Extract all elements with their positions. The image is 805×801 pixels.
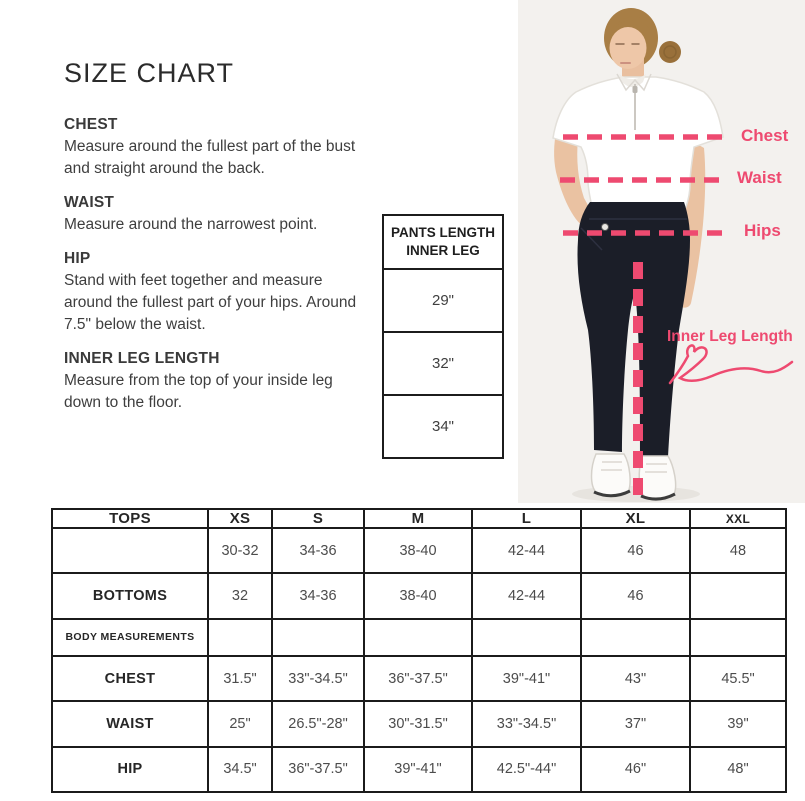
size-table-row bbox=[52, 528, 786, 573]
size-table-header-row bbox=[52, 509, 786, 528]
size-value-cell bbox=[472, 619, 581, 657]
instruction-block bbox=[64, 116, 359, 180]
size-value-cell: 34-36 bbox=[272, 573, 364, 618]
instruction-heading: CHEST bbox=[64, 116, 118, 133]
size-value-cell: 30-32 bbox=[208, 528, 272, 573]
size-value-cell: 34.5" bbox=[208, 747, 272, 792]
size-value-cell: 42-44 bbox=[472, 528, 581, 573]
size-table-row bbox=[52, 573, 786, 618]
size-row-label: BOTTOMS bbox=[52, 573, 208, 618]
size-value-cell: 37" bbox=[581, 701, 690, 746]
size-column-header: XS bbox=[208, 509, 272, 528]
instruction-block bbox=[64, 194, 359, 236]
instruction-body: Stand with feet together and measure around the fullest part of your hips. Around 7.5" below the waist. bbox=[64, 272, 357, 333]
size-value-cell: 39"-41" bbox=[472, 656, 581, 701]
shoe-right bbox=[639, 456, 675, 500]
size-value-cell: 31.5" bbox=[208, 656, 272, 701]
hips-label: Hips bbox=[744, 221, 781, 240]
size-value-cell: 36"-37.5" bbox=[272, 747, 364, 792]
size-value-cell: 33"-34.5" bbox=[472, 701, 581, 746]
instruction-body: Measure around the narrowest point. bbox=[64, 216, 318, 233]
pants-length-cell: 34" bbox=[431, 418, 454, 435]
size-value-cell: 38-40 bbox=[364, 573, 472, 618]
size-table-row bbox=[52, 701, 786, 746]
pants-length-cell: 32" bbox=[384, 333, 502, 396]
size-value-cell: 33"-34.5" bbox=[272, 656, 364, 701]
size-value-cell bbox=[208, 619, 272, 657]
pants-table-header bbox=[384, 216, 502, 270]
instruction-body: Measure from the top of your inside leg down to the floor. bbox=[64, 372, 333, 411]
size-table-row bbox=[52, 747, 786, 792]
size-value-cell: 42.5"-44" bbox=[472, 747, 581, 792]
pants-length-cell: 29" bbox=[384, 270, 502, 333]
size-value-cell: 45.5" bbox=[690, 656, 786, 701]
size-table-row bbox=[52, 656, 786, 701]
size-value-cell: 39"-41" bbox=[364, 747, 472, 792]
page-title: SIZE CHART bbox=[64, 58, 235, 88]
size-column-header: TOPS bbox=[52, 509, 208, 528]
size-value-cell: 38-40 bbox=[364, 528, 472, 573]
size-row-label: WAIST bbox=[52, 701, 208, 746]
size-value-cell: 43" bbox=[581, 656, 690, 701]
size-column-header: M bbox=[364, 509, 472, 528]
size-column-header: XXL bbox=[690, 509, 786, 528]
size-table bbox=[51, 508, 787, 793]
size-value-cell: 32 bbox=[208, 573, 272, 618]
pants-header-line2: INNER LEG bbox=[406, 243, 480, 258]
size-value-cell: 39" bbox=[690, 701, 786, 746]
waist-label: Waist bbox=[737, 168, 782, 187]
inner-leg-label: Inner Leg Length bbox=[667, 328, 793, 345]
size-value-cell: 36"-37.5" bbox=[364, 656, 472, 701]
size-value-cell: 46" bbox=[581, 747, 690, 792]
size-table-row bbox=[52, 619, 786, 657]
measuring-instructions bbox=[64, 116, 359, 414]
chest-label: Chest bbox=[741, 126, 789, 145]
instruction-heading: HIP bbox=[64, 250, 91, 267]
size-column-header: S bbox=[272, 509, 364, 528]
size-value-cell: 25" bbox=[208, 701, 272, 746]
size-table-body bbox=[52, 528, 786, 792]
size-column-header: L bbox=[472, 509, 581, 528]
size-value-cell bbox=[690, 573, 786, 618]
size-row-label bbox=[52, 528, 208, 573]
logo-charm bbox=[602, 224, 609, 231]
instruction-block bbox=[64, 350, 359, 414]
size-value-cell: 48" bbox=[690, 747, 786, 792]
pants-header-line1: PANTS LENGTH bbox=[391, 225, 495, 240]
size-value-cell: 30"-31.5" bbox=[364, 701, 472, 746]
model-illustration bbox=[518, 0, 805, 503]
size-value-cell bbox=[581, 619, 690, 657]
size-row-label: BODY MEASUREMENTS bbox=[52, 619, 208, 657]
instruction-body: Measure around the fullest part of the bust and straight around the back. bbox=[64, 138, 356, 177]
size-row-label: HIP bbox=[52, 747, 208, 792]
size-row-label: CHEST bbox=[52, 656, 208, 701]
size-value-cell: 46 bbox=[581, 573, 690, 618]
size-value-cell: 46 bbox=[581, 528, 690, 573]
size-column-header: XL bbox=[581, 509, 690, 528]
instruction-block bbox=[64, 250, 359, 336]
size-table-header bbox=[52, 509, 786, 528]
model-photo bbox=[518, 0, 805, 503]
instruction-heading: INNER LEG LENGTH bbox=[64, 350, 220, 367]
size-value-cell: 26.5"-28" bbox=[272, 701, 364, 746]
size-value-cell: 42-44 bbox=[472, 573, 581, 618]
size-value-cell bbox=[364, 619, 472, 657]
instruction-heading: WAIST bbox=[64, 194, 115, 211]
size-value-cell bbox=[272, 619, 364, 657]
pants-length-table bbox=[382, 214, 504, 459]
shoe-left bbox=[592, 454, 631, 497]
size-value-cell: 48 bbox=[690, 528, 786, 573]
size-value-cell: 34-36 bbox=[272, 528, 364, 573]
size-value-cell bbox=[690, 619, 786, 657]
